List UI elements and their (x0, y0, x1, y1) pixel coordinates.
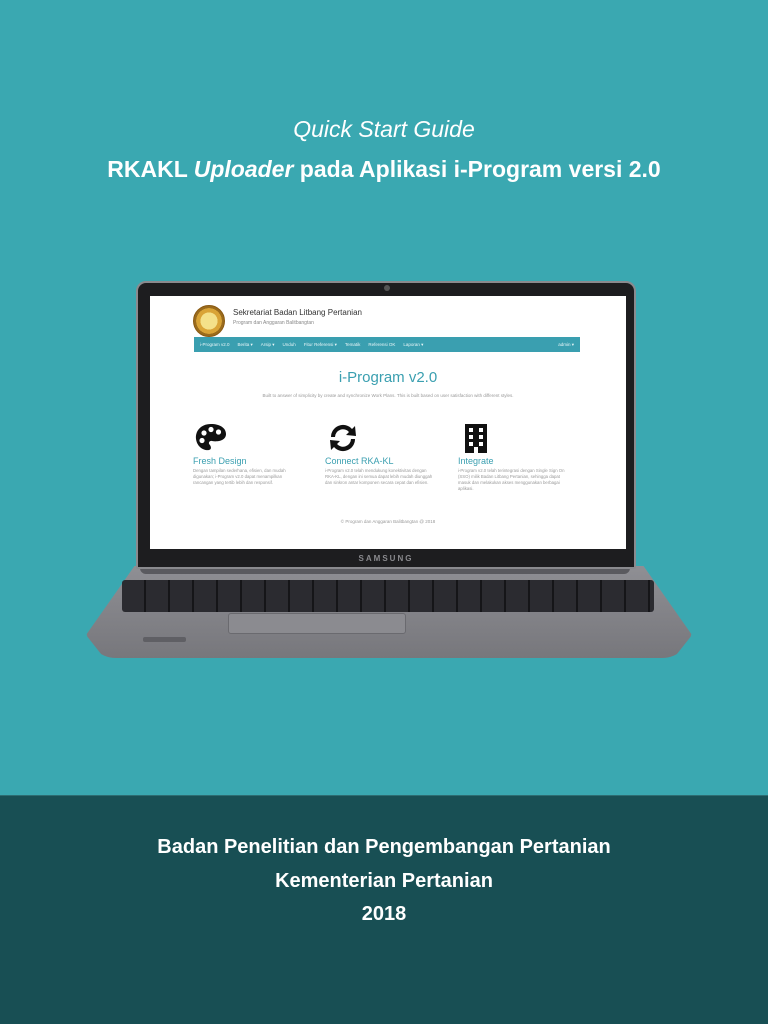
laptop-keyboard (122, 580, 654, 612)
laptop-screen (150, 296, 626, 549)
screen-org-sub: Program dan Anggaran Balitbangtan (233, 320, 314, 326)
nav-item-admin[interactable]: admin ▾ (558, 341, 574, 347)
publication-year: 2018 (361, 903, 407, 925)
screen-hero-title: i-Program v2.0 (338, 369, 438, 386)
feature-title: Fresh Design (193, 456, 247, 466)
nav-item-home[interactable]: i-Program v2.0 (200, 342, 230, 347)
feature-text: i-Program v2.0 telah terintegrasi dengan Single Sign On (SSO) milik Badan Litbang Pertanian, sehingga dapat masuk dan melakukan akses menggunakan berbagai aplikasi. (458, 468, 565, 491)
guide-title: Quick Start Guide (293, 116, 475, 142)
palette-icon (193, 421, 229, 455)
camera-icon (384, 285, 390, 291)
guide-subtitle: RKAKL Uploader pada Aplikasi i-Program versi 2.0 (107, 156, 661, 182)
publisher-name: Badan Penelitian dan Pengembangan Pertanian (157, 836, 611, 858)
screen-org-name: Sekretariat Badan Litbang Pertanian (233, 308, 362, 317)
screen-navbar (194, 337, 580, 352)
ministry-name: Kementerian Pertanian (275, 870, 493, 892)
nav-item-referensi[interactable]: Referensi OK (368, 342, 396, 347)
feature-title: Connect RKA-KL (325, 456, 394, 466)
feature-title: Integrate (458, 456, 494, 466)
nav-item-berita[interactable]: Berita ▾ (237, 341, 253, 347)
agency-logo (193, 305, 225, 337)
feature-text: i-Program v2.0 telah mendukung konektivitas dengan RKA-KL, dengan ini semua dapat lebih mudah diunggah dan sinkron antar komponen secara cepat dan efisien. (325, 468, 433, 485)
laptop-brand: SAMSUNG (358, 554, 414, 563)
screen-footer: © Program dan Anggaran Balitbangtan @ 2018 (340, 519, 436, 524)
feature-integrate (458, 421, 568, 492)
nav-item-tematik[interactable]: Tematik (344, 342, 361, 347)
feature-fresh-design (193, 421, 303, 486)
screen-hero-tagline: Built to answer of simplicity by create and synchronize Work Plans. This is built based on user satisfaction with different styles. (262, 393, 514, 398)
nav-item-laporan[interactable]: Laporan ▾ (403, 341, 424, 347)
laptop-trackpad (228, 613, 406, 634)
nav-item-fitur[interactable]: Fitur Referensi ▾ (303, 341, 337, 347)
nav-item-arsip[interactable]: Arsip ▾ (260, 341, 275, 347)
nav-item-unduh[interactable]: Unduh (282, 342, 296, 347)
sync-icon (325, 421, 361, 455)
laptop-port (143, 637, 186, 642)
feature-connect-rkakl (325, 421, 435, 486)
building-icon (458, 421, 494, 455)
feature-text: Dengan tampilan sederhana, efisien, dan mudah digunakan; i-Program v2.0 dapat menampilkan rancangan yang tertib lebih dan responsif. (193, 468, 286, 485)
laptop-lid (136, 281, 636, 569)
